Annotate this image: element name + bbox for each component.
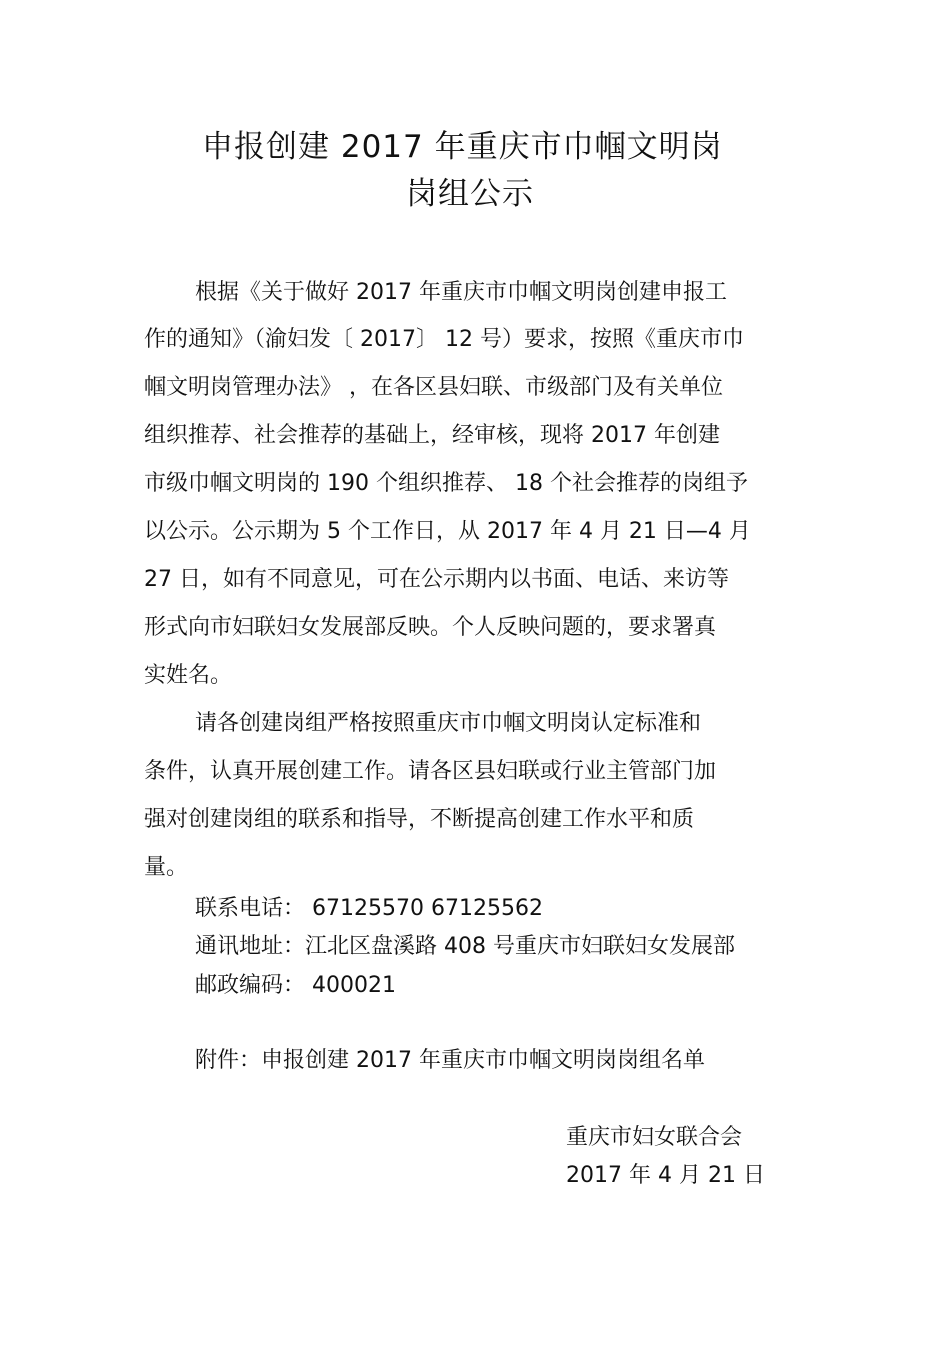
paragraph-2-line-1: 请各创建岗组严格按照重庆市巾帼文明岗认定标准和 (195, 711, 702, 736)
paragraph-1-line-8: 形式向市妇联妇女发展部反映。个人反映问题的，要求署真 (144, 615, 717, 640)
paragraph-1-line-5: 市级巾帼文明岗的 190 个组织推荐、 18 个社会推荐的岗组予 (144, 471, 748, 496)
paragraph-1-line-2: 作的通知》（渝妇发〔 2017〕 12 号）要求，按照《重庆市巾 (144, 327, 744, 352)
paragraph-2-line-2: 条件，认真开展创建工作。请各区县妇联或行业主管部门加 (144, 759, 717, 784)
contact-address: 通讯地址：江北区盘溪路 408 号重庆市妇联妇女发展部 (195, 934, 735, 959)
signature-date: 2017 年 4 月 21 日 (566, 1163, 765, 1188)
paragraph-1-line-6: 以公示。公示期为 5 个工作日，从 2017 年 4 月 21 日—4 月 (144, 519, 751, 544)
paragraph-1-line-7: 27 日，如有不同意见，可在公示期内以书面、电话、来访等 (144, 567, 729, 592)
contact-phone: 联系电话： 67125570 67125562 (195, 896, 543, 921)
paragraph-1-line-3: 帼文明岗管理办法》 ，在各区县妇联、市级部门及有关单位 (144, 375, 723, 400)
paragraph-2-line-4: 量。 (144, 855, 189, 880)
document-title-line-2: 岗组公示 (406, 176, 534, 212)
paragraph-1-line-4: 组织推荐、社会推荐的基础上，经审核，现将 2017 年创建 (144, 423, 720, 448)
document-title-line-1: 申报创建 2017 年重庆市巾帼文明岗 (202, 129, 723, 165)
contact-postcode: 邮政编码： 400021 (195, 973, 396, 998)
attachment-note: 附件：申报创建 2017 年重庆市巾帼文明岗岗组名单 (195, 1048, 705, 1073)
signature-organization: 重庆市妇女联合会 (566, 1125, 743, 1150)
paragraph-2-line-3: 强对创建岗组的联系和指导，不断提高创建工作水平和质 (144, 807, 695, 832)
paragraph-1-line-1: 根据《关于做好 2017 年重庆市巾帼文明岗创建申报工 (195, 280, 727, 305)
paragraph-1-line-9: 实姓名。 (144, 663, 233, 688)
